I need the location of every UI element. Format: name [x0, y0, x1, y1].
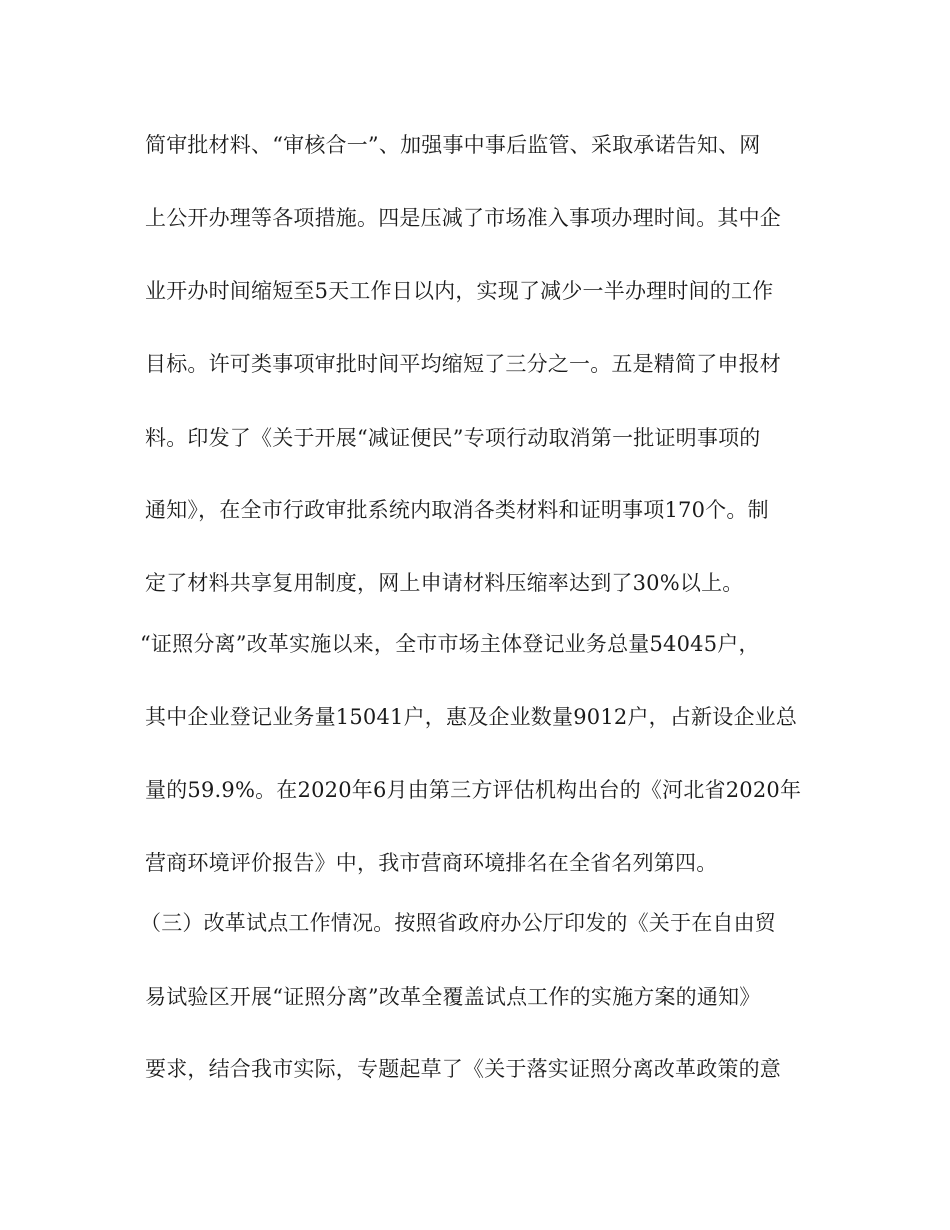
body-text-line-5: 料。印发了《关于开展“减证便民”专项行动取消第一批证明事项的 [145, 426, 761, 450]
body-text-line-9: 其中企业登记业务量15041户，惠及企业数量9012户，占新设企业总 [145, 705, 798, 729]
body-text-line-14: 要求，结合我市实际，专题起草了《关于落实证照分离改革政策的意 [145, 1057, 781, 1081]
body-text-line-4: 目标。许可类事项审批时间平均缩短了三分之一。五是精简了申报材 [145, 352, 781, 376]
body-text-line-10: 量的59.9%。在2020年6月由第三方评估机构出台的《河北省2020年 [145, 778, 802, 802]
body-text-line-8: “证照分离”改革实施以来，全市市场主体登记业务总量54045户， [140, 632, 760, 656]
body-text-line-2: 上公开办理等各项措施。四是压减了市场准入事项办理时间。其中企 [145, 206, 781, 230]
body-text-line-1: 简审批材料、“审核合一”、加强事中事后监管、采取承诺告知、网 [145, 133, 761, 157]
body-text-line-13: 易试验区开展“证照分离”改革全覆盖试点工作的实施方案的通知》 [145, 985, 761, 1009]
body-text-line-7: 定了材料共享复用制度，网上申请材料压缩率达到了30%以上。 [145, 571, 744, 595]
body-text-line-6: 通知》，在全市行政审批系统内取消各类材料和证明事项170个。制 [145, 498, 769, 522]
body-text-line-11: 营商环境评价报告》中，我市营商环境排名在全省名列第四。 [145, 851, 718, 875]
body-text-line-12: （三）改革试点工作情况。按照省政府办公厅印发的《关于在自由贸 [140, 911, 776, 935]
body-text-line-3: 业开办时间缩短至5天工作日以内，实现了减少一半办理时间的工作 [145, 279, 774, 303]
